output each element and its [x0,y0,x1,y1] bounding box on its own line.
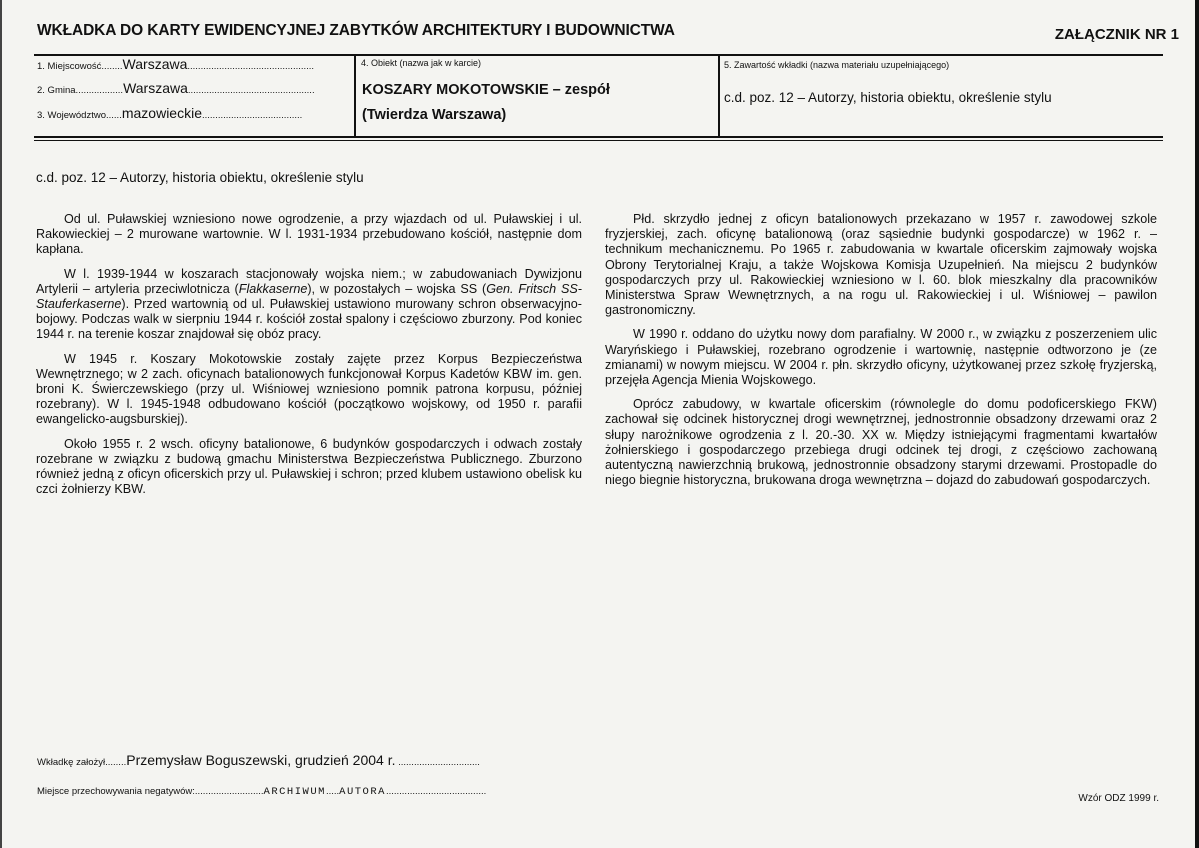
object-name-line2: (Twierdza Warszawa) [362,107,507,123]
header-bottom-rule [34,136,1163,138]
voivodeship-label: 3. Województwo [37,110,106,121]
paragraph: Od ul. Puławskiej wzniesiono nowe ogrodzenie, a przy wjazdach od ul. Puławskiej i ul. Rakowieckiej – 2 murowane wartownie. W l. 1931-1934 przebudowano kościół, następnie dom kapłana. [36,212,582,257]
negatives-storage-value-2: AUTORA [339,786,386,798]
scan-edge-right [1195,0,1199,848]
paragraph: Około 1955 r. 2 wsch. oficyny batalionowe, 6 budynków gospodarczych i odwach zostały rozebrane w związku z budową gmachu Ministerstwa Bezpieczeństwa Publicznego. Zburzono również jedną z oficyn oficerskich przy ul. Puławskiej i schron; przed klubem ustawiono obelisk ku czci żołnierzy KBW. [36,436,582,497]
prepared-by-dots-before: ........ [105,757,127,768]
prepared-by-value: Przemysław Boguszewski, grudzień 2004 r. [126,752,396,768]
paragraph: W 1990 r. oddano do użytku nowy dom parafialny. W 2000 r., w związku z poszerzeniem ulic Waryńskiego i Puławskiej, rozebrano ogrodzenie i wartownię, następnie odtworzono je (ze zmianami) w nowym miejscu. W 2004 r. płn. skrzydło oficyny, użytkowanej przez szkołę fryzjerską, przejęła Agencja Mienia Wojskowego. [605,327,1157,388]
annex-label: ZAŁĄCZNIK NR 1 [1054,26,1179,43]
right-text-column [605,212,1157,497]
negatives-storage-dots-before: .......................... [194,786,264,797]
voivodeship-value: mazowieckie [121,106,202,121]
paragraph [36,267,582,343]
commune-value: Warszawa [123,81,188,96]
header-divider-2 [718,54,720,138]
paragraph-text: W l. 1939-1944 w koszarach stacjonowały wojska niem.; w zabudowaniach Dywizjonu Artylerii – artyleria przeciwlotnicza ( [36,266,582,296]
object-name-line1: KOSZARY MOKOTOWSKIE – zespół [362,82,610,98]
content-value: c.d. poz. 12 – Autorzy, historia obiektu, określenie stylu [724,90,1052,105]
header-divider-1 [354,54,356,138]
left-text-column [36,212,582,506]
header-bottom-rule-thin [34,140,1163,141]
commune-dots-after: ................................................ [187,85,315,96]
commune-field [37,81,337,98]
negatives-storage-line [37,786,486,798]
locality-field [37,57,337,74]
section-heading: c.d. poz. 12 – Autorzy, historia obiektu, określenie stylu [36,170,364,185]
scan-edge-left [0,0,2,848]
locality-dots-after: ................................................ [187,61,315,72]
paragraph: W 1945 r. Koszary Mokotowskie zostały zajęte przez Korpus Bezpieczeństwa Wewnętrznego; w 2 zach. oficynach batalionowych funkcjonował Korpus Kadetów KBW im. gen. broni K. Świerczewskiego (przy ul. Wiśniowej wzniesiono pomnik patrona korpusu, później rozebrany). W l. 1945-1948 odbudowano kościół (początkowo wojskowy, od 1950 r. parafii ewangelicko-augsburskiej). [36,351,582,427]
paragraph: Płd. skrzydło jednej z oficyn batalionowych przekazano w 1957 r. zawodowej szkole fryzjerskiej, zach. oficynę batalionową (oraz sąsiednie budynki gospodarcze) w 1962 r. – technikum mechanicznemu. Po 1965 r. zabudowania w kwartale oficerskim zajmowały wojska Obrony Terytorialnej Kraju, a także Wojskowa Komisja Uzupełnień. Na miejscu 2 budynków gospodarczych przy ul. Rakowieckiej wzniesiono w l. 60. blok mieszkalny dla pracowników Ministerstwa Spraw Wewnętrznych, a na rogu ul. Rakowieckiej i ul. Wiśniowej – pawilon gastronomiczny. [605,212,1157,318]
locality-value: Warszawa [122,57,188,72]
voivodeship-field [37,106,337,123]
form-model-label: Wzór ODZ 1999 r. [1078,793,1159,804]
negatives-storage-dots-after: ...................................... [385,786,487,797]
paragraph-text: ), w pozostałych – wojska SS ( [307,281,487,296]
paragraph: Oprócz zabudowy, w kwartale oficerskim (równolegle do domu podoficerskiego FKW) zachował się odcinek historycznej drogi wewnętrznej, jednostronnie obsadzony drzewami oraz 2 słupy narożnikowe ogrodzenia z l. 20.-30. XX w. Między istniejącymi fragmentami kwartałów żołnierskiego i gospodarczego przebiega drugi odcinek tej drogi, z częściowo zachowaną autentyczną nawierzchnią brukową, jednostronnie obsadzony starymi drzewami. Prostopadle do niego biegnie historyczna, brukowana droga wewnętrzna – dojazd do zabudowań gospodarczych. [605,397,1157,488]
commune-dots-before: .................. [75,85,124,96]
locality-dots-before: ........ [101,61,123,72]
object-label: 4. Obiekt (nazwa jak w karcie) [361,58,482,68]
voivodeship-dots-after: ...................................... [201,110,303,121]
document-title: WKŁADKA DO KARTY EWIDENCYJNEJ ZABYTKÓW ARCHITEKTURY I BUDOWNICTWA [37,22,675,39]
negatives-storage-label: Miejsce przechowywania negatywów: [37,786,195,797]
paragraph-italic: Gen. Fritsch SS-Stauferkaserne [36,281,583,312]
locality-label: 1. Miejscowość [37,61,102,72]
commune-label: 2. Gmina [37,85,76,96]
negatives-storage-dots-mid: ..... [325,786,340,797]
paragraph-text: ). Przed wartownią od ul. Puławskiej ustawiono murowany schron obserwacyjno-bojowy. Podczas walk w sierpniu 1944 r. kościół został spalony i częściowo zburzony. Pod koniec 1944 r. na terenie koszar znajdował się obóz pracy. [36,297,582,342]
paragraph-italic: Flakkaserne [238,281,308,296]
prepared-by-dots-after: ............................... [395,757,480,768]
prepared-by-line [37,752,480,768]
negatives-storage-value-1: ARCHIWUM [263,786,326,798]
voivodeship-dots-before: ...... [106,110,122,121]
header-top-rule [34,54,1163,56]
content-label: 5. Zawartość wkładki (nazwa materiału uzupełniającego) [724,60,950,70]
prepared-by-label: Wkładkę założył [37,757,106,768]
